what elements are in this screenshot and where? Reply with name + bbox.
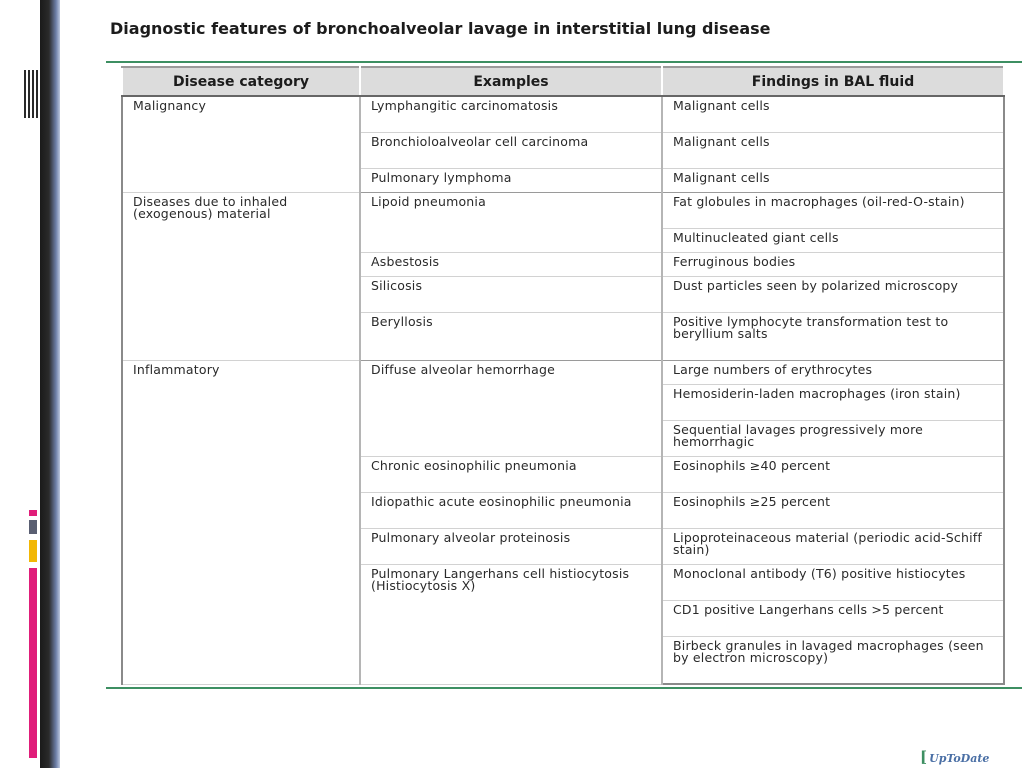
example-cell: Diffuse alveolar hemorrhage [360,360,662,456]
finding-cell: Sequential lavages progressively more hemorrhagic [662,420,1004,456]
header-findings: Findings in BAL fluid [662,67,1004,96]
example-cell: Pulmonary Langerhans cell histiocytosis (Histiocytosis X) [360,564,662,684]
example-cell: Asbestosis [360,252,662,276]
brand-label: UpToDate [929,752,990,765]
finding-cell: Fat globules in macrophages (oil-red-O-stain) [662,192,1004,228]
table-body [122,96,1004,684]
finding-cell: Ferruginous bodies [662,252,1004,276]
finding-cell: Eosinophils ≥25 percent [662,492,1004,528]
finding-cell: Eosinophils ≥40 percent [662,456,1004,492]
uptodate-logo [920,748,989,766]
disease-category-cell: Diseases due to inhaled (exogenous) material [122,192,360,360]
header-disease-category: Disease category [122,67,360,96]
example-cell: Beryllosis [360,312,662,360]
example-cell: Pulmonary lymphoma [360,168,662,192]
finding-cell: Malignant cells [662,96,1004,132]
finding-cell: Malignant cells [662,132,1004,168]
table-row [122,96,1004,132]
example-cell: Bronchioloalveolar cell carcinoma [360,132,662,168]
disease-category-cell: Malignancy [122,96,360,192]
finding-cell: Large numbers of erythrocytes [662,360,1004,384]
finding-cell: Malignant cells [662,168,1004,192]
decorative-lines-icon [24,70,40,120]
pink-square [29,510,37,516]
disease-category-cell: Inflammatory [122,360,360,684]
example-cell: Idiopathic acute eosinophilic pneumonia [360,492,662,528]
finding-cell: Monoclonal antibody (T6) positive histiocytes [662,564,1004,600]
title-divider [106,61,1022,63]
bracket-icon: [ [920,748,928,766]
gray-square [29,520,37,534]
finding-cell: Birbeck granules in lavaged macrophages (seen by electron microscopy) [662,636,1004,684]
table-row [122,360,1004,384]
table-header-row [122,67,1004,96]
finding-cell: Multinucleated giant cells [662,228,1004,252]
yellow-square [29,540,37,562]
table-title: Diagnostic features of bronchoalveolar lavage in interstitial lung disease [110,19,771,38]
left-dark-bar [40,0,60,768]
bal-table [121,66,1005,685]
bottom-divider [106,687,1022,689]
example-cell: Lipoid pneumonia [360,192,662,252]
finding-cell: Positive lymphocyte transformation test to beryllium salts [662,312,1004,360]
example-cell: Pulmonary alveolar proteinosis [360,528,662,564]
finding-cell: Dust particles seen by polarized microscopy [662,276,1004,312]
table-row [122,192,1004,228]
finding-cell: Lipoproteinaceous material (periodic acid-Schiff stain) [662,528,1004,564]
finding-cell: CD1 positive Langerhans cells >5 percent [662,600,1004,636]
example-cell: Silicosis [360,276,662,312]
example-cell: Lymphangitic carcinomatosis [360,96,662,132]
header-examples: Examples [360,67,662,96]
finding-cell: Hemosiderin-laden macrophages (iron stain) [662,384,1004,420]
example-cell: Chronic eosinophilic pneumonia [360,456,662,492]
pink-bar [29,568,37,758]
